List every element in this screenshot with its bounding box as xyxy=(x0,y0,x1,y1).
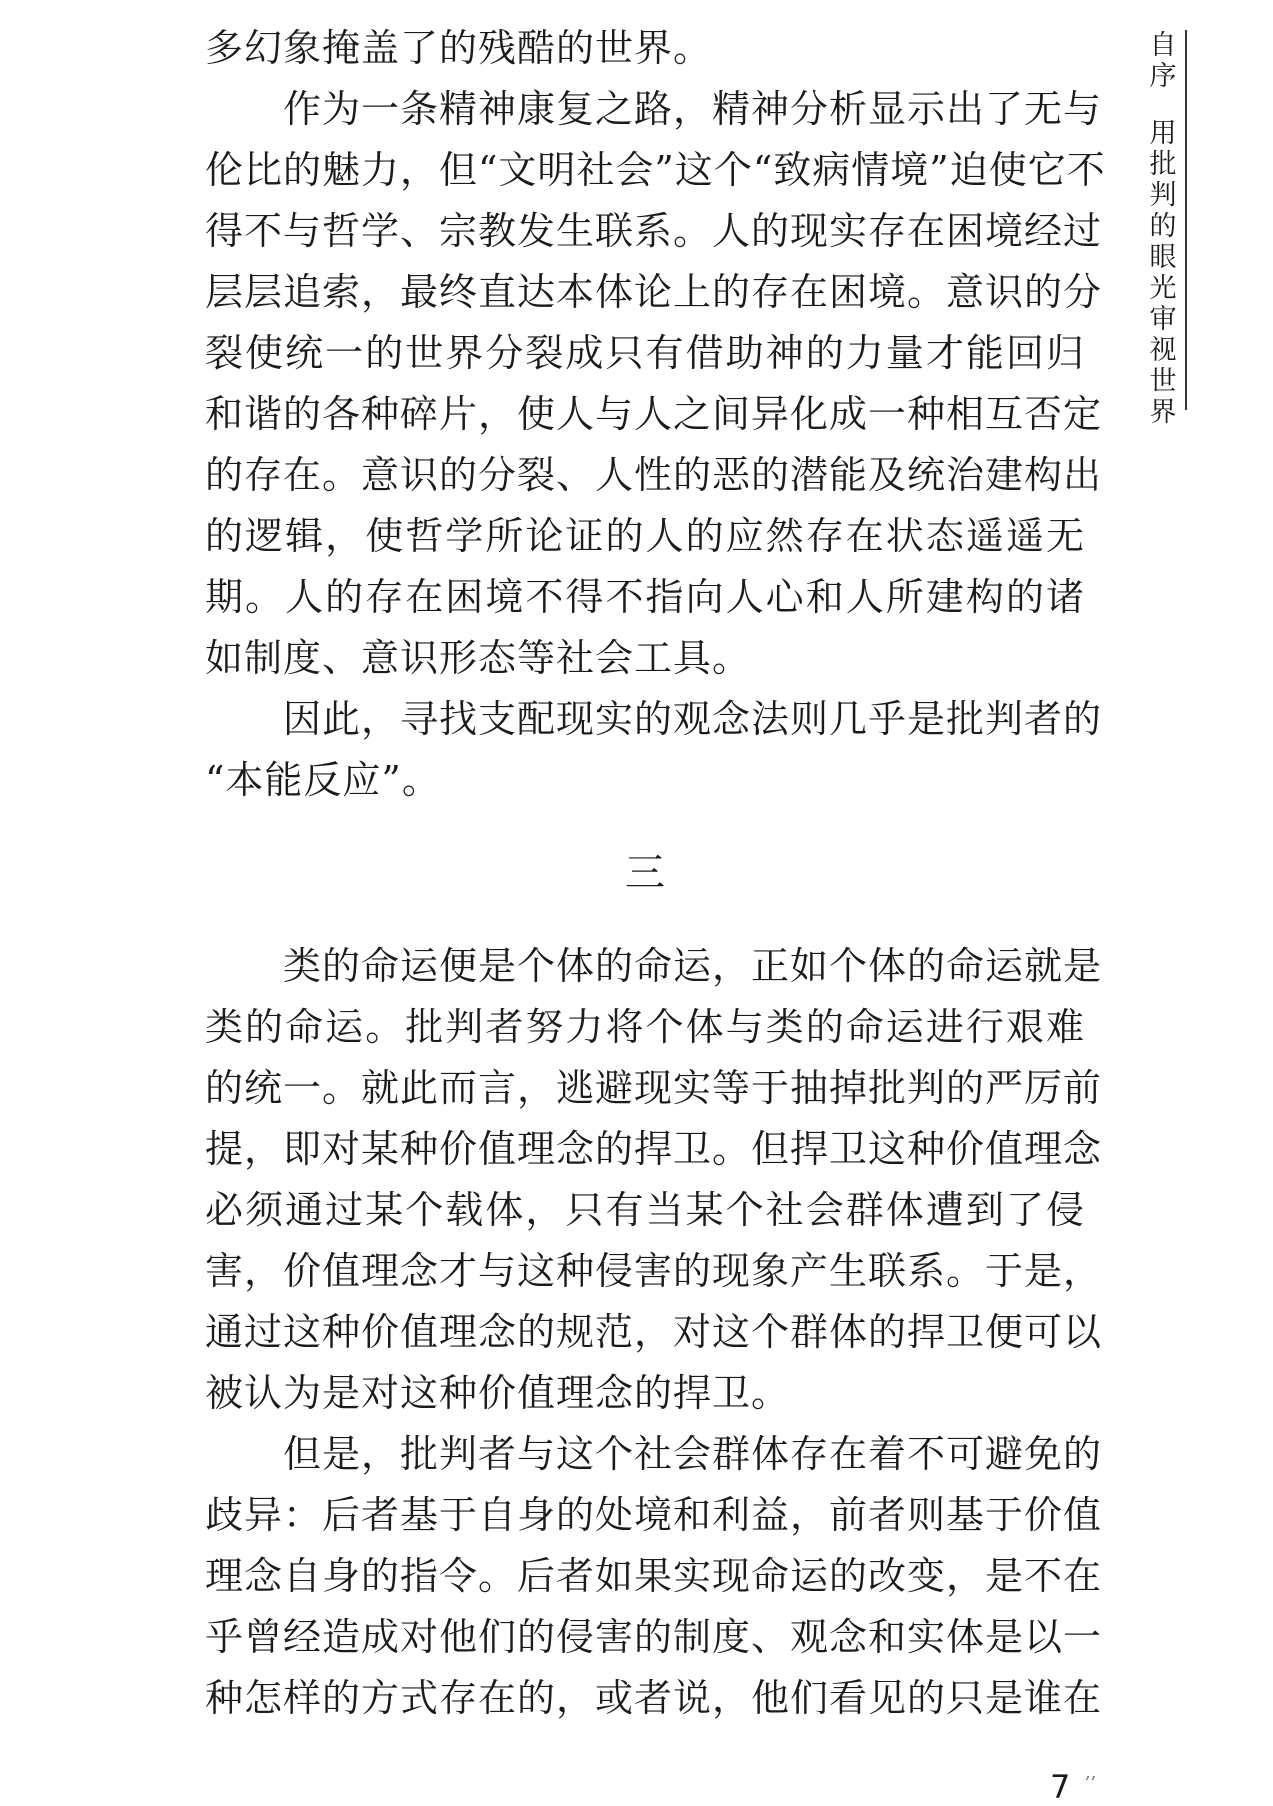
text-line: 得不与哲学、宗教发生联系。人的现实存在困境经过 xyxy=(205,209,1103,253)
text-line: 理念自身的指令。后者如果实现命运的改变，是不在 xyxy=(205,1554,1103,1598)
running-head-char: 光 xyxy=(1149,273,1177,304)
text-line: 的逻辑，使哲学所论证的人的应然存在状态遥遥无 xyxy=(205,514,1085,558)
text-line: 层层追索，最终直达本体论上的存在困境。意识的分 xyxy=(205,270,1103,314)
running-head-char: 世 xyxy=(1149,366,1177,397)
text-line: 的存在。意识的分裂、人性的恶的潜能及统治建构出 xyxy=(205,453,1103,497)
running-head-char: 眼 xyxy=(1149,242,1177,273)
running-head-char: 视 xyxy=(1149,335,1177,366)
running-head-char: 序 xyxy=(1149,61,1177,92)
running-head-char: 判 xyxy=(1149,180,1177,211)
running-head-char: 的 xyxy=(1149,211,1177,242)
text-block-before-heading xyxy=(205,18,1106,811)
text-line: 类的命运便是个体的命运，正如个体的命运就是 xyxy=(283,944,1103,988)
text-line: 通过这种价值理念的规范，对这个群体的捍卫便可以 xyxy=(205,1310,1103,1354)
text-line: 的统一。就此而言，逃避现实等于抽掉批判的严厉前 xyxy=(205,1066,1103,1110)
text-block-after-heading xyxy=(205,936,1103,1729)
text-line: 作为一条精神康复之路，精神分析显示出了无与 xyxy=(283,87,1103,131)
body-text xyxy=(205,18,1106,1729)
text-line: 但是，批判者与这个社会群体存在着不可避免的 xyxy=(283,1432,1103,1476)
section-heading: 三 xyxy=(625,850,665,896)
text-line: 害，价值理念才与这种侵害的现象产生联系。于是， xyxy=(205,1249,1103,1293)
running-head-char: 界 xyxy=(1149,397,1177,428)
text-line: 提，即对某种价值理念的捍卫。但捍卫这种价值理念 xyxy=(205,1127,1103,1171)
text-line: “本能反应”。 xyxy=(205,758,441,802)
text-line: 被认为是对这种价值理念的捍卫。 xyxy=(205,1371,791,1415)
text-line: 伦比的魅力，但“文明社会”这个“致病情境”迫使它不 xyxy=(205,148,1106,192)
text-line: 歧异：后者基于自身的处境和利益，前者则基于价值 xyxy=(205,1493,1103,1537)
running-head xyxy=(1138,30,1188,428)
text-line: 多幻象掩盖了的残酷的世界。 xyxy=(205,26,713,70)
text-line: 必须通过某个载体，只有当某个社会群体遭到了侵 xyxy=(205,1188,1085,1232)
running-head-char: 用 xyxy=(1149,118,1177,149)
text-line: 因此，寻找支配现实的观念法则几乎是批判者的 xyxy=(283,697,1103,741)
text-line: 和谐的各种碎片，使人与人之间异化成一种相互否定 xyxy=(205,392,1103,436)
text-line: 期。人的存在困境不得不指向人心和人所建构的诸 xyxy=(205,575,1085,619)
running-head-char: 自 xyxy=(1149,30,1177,61)
page-number: 7 xyxy=(1050,1768,1071,1806)
text-line: 如制度、意识形态等社会工具。 xyxy=(205,636,752,680)
running-head-part-2 xyxy=(1138,118,1188,428)
text-line: 种怎样的方式存在的，或者说，他们看见的只是谁在 xyxy=(205,1676,1103,1720)
running-head-char: 批 xyxy=(1149,149,1177,180)
text-line: 裂使统一的世界分裂成只有借助神的力量才能回归 xyxy=(205,331,1085,375)
running-head-part-1 xyxy=(1138,30,1188,92)
running-head-rule xyxy=(1185,30,1187,410)
page-corner-mark: ,, xyxy=(1085,1762,1097,1783)
running-head-char: 审 xyxy=(1149,304,1177,335)
text-line: 乎曾经造成对他们的侵害的制度、观念和实体是以一 xyxy=(205,1615,1103,1659)
text-line: 类的命运。批判者努力将个体与类的命运进行艰难 xyxy=(205,1005,1085,1049)
